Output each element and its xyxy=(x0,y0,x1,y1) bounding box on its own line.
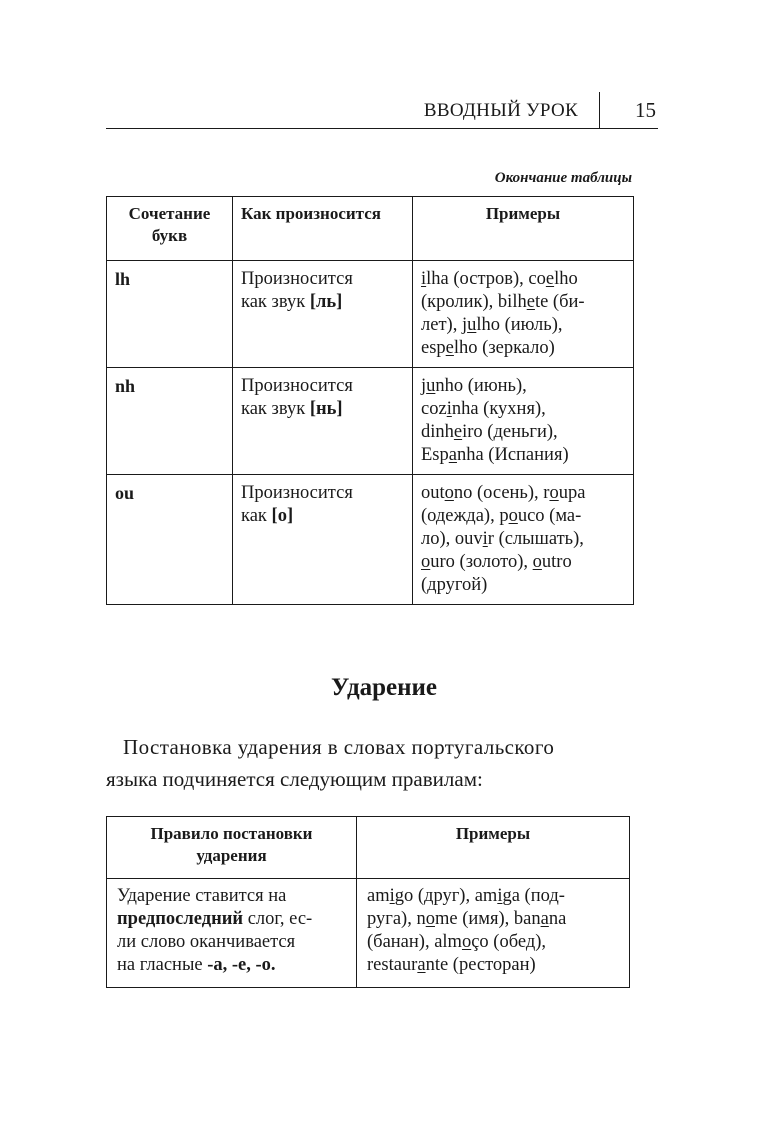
example-line: (банан), almoço (обед), xyxy=(367,932,547,952)
pronunciation-line: как звук [нь] xyxy=(241,399,343,419)
pronunciation-line: Произносится xyxy=(241,269,353,289)
example-line: (другой) xyxy=(421,575,488,595)
sound-notation: [нь] xyxy=(309,399,343,419)
stressed-letter: i xyxy=(482,529,488,549)
example-line: (одежда), pouco (ма- xyxy=(421,506,582,526)
letter-combinations-table xyxy=(106,196,634,605)
page-number: 15 xyxy=(635,98,656,122)
header-examples: Примеры xyxy=(413,197,634,261)
stressed-letter: o xyxy=(444,483,454,503)
stressed-letter: i xyxy=(389,886,395,906)
table-row xyxy=(107,879,630,988)
letter-combination: nh xyxy=(107,368,233,475)
examples-cell xyxy=(413,475,634,605)
header-examples: Примеры xyxy=(357,817,630,879)
stressed-letter: o xyxy=(508,506,518,526)
example-line: ло), ouvir (слышать), xyxy=(421,529,584,549)
example-line: restaurante (ресторан) xyxy=(367,955,536,975)
stress-rules-table xyxy=(106,816,630,988)
example-line: руга), nome (имя), banana xyxy=(367,909,567,929)
example-line: лет), julho (июль), xyxy=(421,315,563,335)
table-header-row xyxy=(107,197,634,261)
header-letter-combination: Сочетание букв xyxy=(107,197,233,261)
table-header-row xyxy=(107,817,630,879)
pronunciation-line: как [о] xyxy=(241,506,294,526)
examples-cell xyxy=(357,879,630,988)
table-row xyxy=(107,475,634,605)
section-heading: Ударение xyxy=(331,674,437,701)
stressed-letter: i xyxy=(421,269,427,289)
letter-combination: lh xyxy=(107,261,233,368)
sound-notation: [ль] xyxy=(309,292,343,312)
pronunciation-line: Произносится xyxy=(241,483,353,503)
table-row xyxy=(107,261,634,368)
rule-line: на гласные -а, -е, -о. xyxy=(117,955,276,975)
examples-cell xyxy=(413,261,634,368)
pronunciation-line: как звук [ль] xyxy=(241,292,343,312)
rule-line: предпоследний слог, ес- xyxy=(117,909,313,929)
header-pronunciation: Как произносится xyxy=(233,197,413,261)
header-divider xyxy=(599,92,601,128)
emphasis: предпоследний xyxy=(117,909,244,929)
stressed-letter: e xyxy=(445,338,454,358)
pronunciation-cell xyxy=(233,368,413,475)
stressed-letter: u xyxy=(426,376,436,396)
example-line: espelho (зеркало) xyxy=(421,338,555,358)
examples-cell xyxy=(413,368,634,475)
paragraph-line: языка подчиняется следующим правилам: xyxy=(106,767,483,791)
stressed-letter: i xyxy=(446,399,452,419)
emphasis: -а, -е, -о. xyxy=(207,955,276,975)
letter-combination: ou xyxy=(107,475,233,605)
stressed-letter: i xyxy=(497,886,503,906)
pronunciation-cell xyxy=(233,261,413,368)
header-stress-rule: Правило постановки ударения xyxy=(107,817,357,879)
stressed-letter: e xyxy=(453,422,463,442)
example-line: (кролик), bilhete (би- xyxy=(421,292,585,312)
pronunciation-line: Произносится xyxy=(241,376,353,396)
stressed-letter: a xyxy=(448,445,457,465)
pronunciation-cell xyxy=(233,475,413,605)
paragraph-line: Постановка ударения в словах португальского xyxy=(123,735,555,759)
sound-notation: [о] xyxy=(271,506,294,526)
stressed-letter: a xyxy=(417,955,426,975)
example-line: ilha (остров), coelho xyxy=(421,269,578,289)
stressed-letter: a xyxy=(540,909,549,929)
stressed-letter: o xyxy=(461,932,472,952)
stressed-letter: e xyxy=(526,292,535,312)
page-header xyxy=(106,90,658,129)
stressed-letter: o xyxy=(421,552,431,572)
stressed-letter: o xyxy=(425,909,435,929)
rule-line: ли слово оканчивается xyxy=(117,932,296,952)
example-line: outono (осень), roupa xyxy=(421,483,586,503)
running-title: ВВОДНЫЙ УРОК xyxy=(423,100,578,121)
stressed-letter: o xyxy=(532,552,542,572)
example-line: ouro (золото), outro xyxy=(421,552,572,572)
example-line: dinheiro (деньги), xyxy=(421,422,558,442)
stressed-letter: o xyxy=(549,483,559,503)
stressed-letter: u xyxy=(467,315,477,335)
example-line: junho (июнь), xyxy=(421,376,527,396)
intro-paragraph xyxy=(106,731,636,795)
rule-cell xyxy=(107,879,357,988)
rule-line: Ударение ставится на xyxy=(117,886,287,906)
stressed-letter: e xyxy=(545,269,555,289)
table-caption: Окончание таблицы xyxy=(494,170,632,186)
table-row xyxy=(107,368,634,475)
example-line: amigo (друг), amiga (под- xyxy=(367,886,565,906)
example-line: cozinha (кухня), xyxy=(421,399,546,419)
example-line: Espanha (Испания) xyxy=(421,445,569,465)
